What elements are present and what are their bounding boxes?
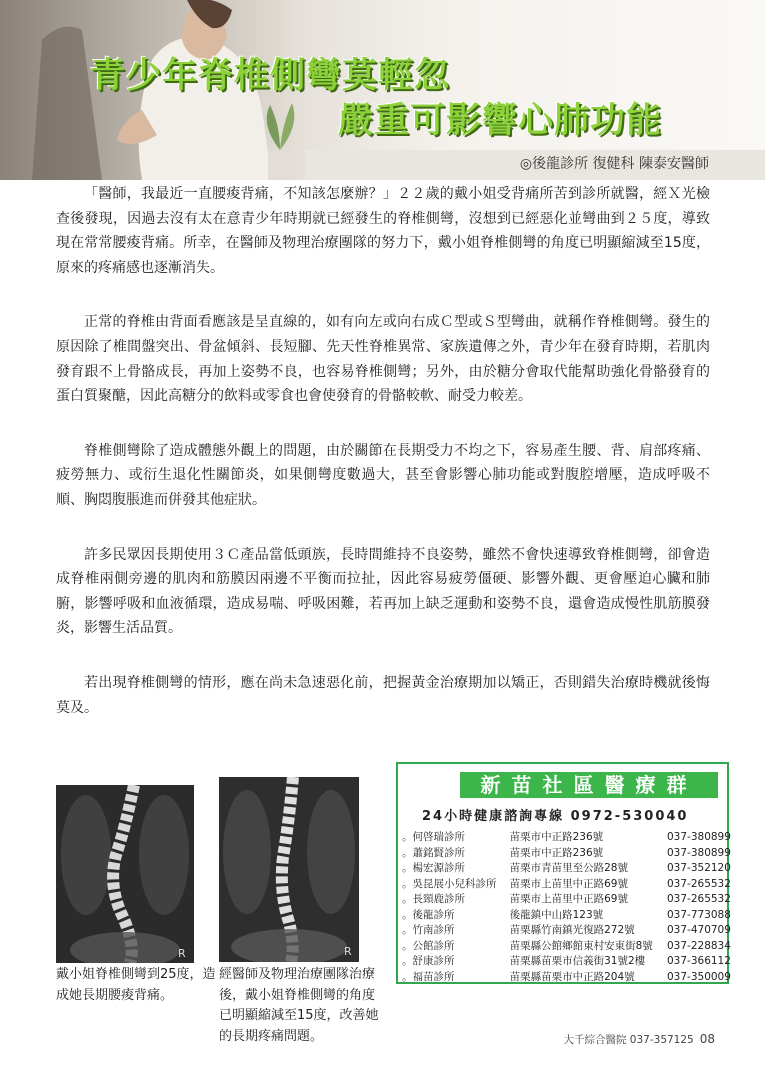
xray-marker: R xyxy=(344,945,352,958)
clinic-name-text: 竹南診所 xyxy=(412,924,455,936)
clinic-address: 苗栗市青苗里至公路28號 xyxy=(509,862,628,874)
xray-before-image xyxy=(56,785,194,963)
clinic-name-text: 吳昆展小兒科診所 xyxy=(412,877,497,890)
clinic-phone: 037-265532 xyxy=(667,877,731,890)
clinic-row xyxy=(402,846,731,862)
page-footer xyxy=(563,1032,715,1047)
clinic-row xyxy=(402,970,731,986)
clinic-phone: 037-380899 xyxy=(667,846,731,859)
clinic-name xyxy=(402,939,510,955)
clinic-name xyxy=(402,954,510,970)
clinic-row xyxy=(402,939,731,955)
clinic-phone: 037-366112 xyxy=(667,955,731,967)
article-body xyxy=(56,182,710,750)
bullet-icon: 。 xyxy=(402,862,413,874)
clinic-address: 後龍鎮中山路123號 xyxy=(509,908,604,921)
bullet-icon: 。 xyxy=(402,893,413,905)
paragraph: 許多民眾因長期使用３Ｃ產品當低頭族，長時間維持不良姿勢，雖然不會快速導致脊椎側彎，卻會造成脊椎兩側旁邊的肌肉和筋膜因兩邊不平衡而拉扯，因此容易疲勞僵硬、影響外觀、更會壓迫心臟和肺腑，影響呼吸和血液循環，造成易喘、呼吸困難，若再加上缺乏運動和姿勢不良，還會造成慢性肌筋膜發炎，影響生活品質。 xyxy=(56,546,710,637)
page-number: 08 xyxy=(699,1032,715,1046)
clinic-row xyxy=(402,892,731,908)
clinic-name xyxy=(402,846,510,862)
bullet-icon: 。 xyxy=(402,877,413,890)
clinic-name-text: 蕭銘賢診所 xyxy=(412,846,465,859)
clinic-name xyxy=(402,970,510,986)
clinic-name-text: 楊宏源診所 xyxy=(412,862,465,874)
paragraph: 「醫師，我最近一直腰痠背痛，不知該怎麼辦？」２２歲的戴小姐受背痛所苦到診所就醫，經Ｘ光檢查後發現，因過去沒有太在意青少年時期就已經發生的脊椎側彎，沒想到已經惡化並彎曲到２５度，導致現在常常腰痠背痛。所幸，在醫師及物理治療團隊的努力下，戴小姐脊椎側彎的角度已明顯縮減至15度，原來的疼痛感也逐漸消失。 xyxy=(56,186,710,276)
clinic-row xyxy=(402,923,731,939)
headline-line-1: 青少年脊椎側彎莫輕忽 xyxy=(90,56,451,96)
clinic-address: 苗栗市中正路236號 xyxy=(509,846,604,859)
bullet-icon: 。 xyxy=(402,908,413,921)
hotline-text: 24小時健康諮詢專線 0972-530040 xyxy=(422,809,689,824)
clinic-row xyxy=(402,954,731,970)
clinic-network-box xyxy=(396,762,729,984)
clinic-address: 苗栗市上苗里中正路69號 xyxy=(509,893,628,905)
bullet-icon: 。 xyxy=(402,955,413,967)
author-byline: ◎後龍診所 復健科 陳泰安醫師 xyxy=(519,156,709,172)
clinic-address: 苗栗縣苗栗市信義街31號2樓 xyxy=(509,955,646,967)
xray-after-image xyxy=(219,777,359,962)
clinic-row xyxy=(402,830,731,846)
clinic-address: 苗栗縣竹南鎮光復路272號 xyxy=(509,924,635,936)
clinic-name xyxy=(402,923,510,939)
clinic-phone: 037-380899 xyxy=(667,831,731,843)
bullet-icon: 。 xyxy=(402,939,413,952)
bullet-icon: 。 xyxy=(402,970,413,983)
paragraph: 若出現脊椎側彎的情形，應在尚未急速惡化前，把握黃金治療期加以矯正，否則錯失治療時機就後悔莫及。 xyxy=(56,674,710,716)
xray-marker: R xyxy=(178,947,186,960)
clinic-name-text: 公館診所 xyxy=(412,939,455,952)
clinic-name-text: 福苗診所 xyxy=(412,970,455,983)
paragraph: 正常的脊椎由背面看應該是呈直線的，如有向左或向右成Ｃ型或Ｓ型彎曲，就稱作脊椎側彎。發生的原因除了椎間盤突出、骨盆傾斜、長短腳、先天性脊椎異常、家族遺傳之外，青少年在發育時期，若肌肉發育跟不上骨骼成長，再加上姿勢不良，也容易脊椎側彎；另外，由於糖分會取代能幫助強化骨骼發育的蛋白質聚醣，因此高糖分的飲料或零食也會使發育的骨骼較軟、耐受力較差。 xyxy=(56,314,710,405)
clinic-name xyxy=(402,892,510,908)
headline-line-2: 嚴重可影響心肺功能 xyxy=(338,101,663,141)
clinic-name-text: 舒康診所 xyxy=(412,955,455,967)
paragraph: 脊椎側彎除了造成體態外觀上的問題，由於關節在長期受力不均之下，容易產生腰、背、肩部疼痛、疲勞無力、或衍生退化性關節炎，如果側彎度數過大，甚至會影響心肺功能或對腹腔增壓，造成呼吸不順、胸悶腹脹進而併發其他症狀。 xyxy=(56,442,710,508)
clinic-name xyxy=(402,908,510,924)
clinic-name-text: 長頸鹿診所 xyxy=(412,893,465,905)
clinic-phone: 037-352120 xyxy=(667,862,731,874)
clinic-network-title: 新苗社區醫療群 xyxy=(460,772,718,798)
clinic-phone: 037-773088 xyxy=(667,908,731,921)
caption-after: 經醫師及物理治療團隊治療後，戴小姐脊椎側彎的角度已明顯縮減至15度，改善她的長期疼痛問題。 xyxy=(219,967,379,1044)
clinic-name xyxy=(402,830,510,846)
clinic-name xyxy=(402,861,510,877)
bullet-icon: 。 xyxy=(402,831,413,843)
clinic-phone: 037-470709 xyxy=(667,924,731,936)
clinic-name-text: 後龍診所 xyxy=(412,908,455,921)
clinic-phone: 037-350009 xyxy=(667,970,731,983)
clinic-address: 苗栗市上苗里中正路69號 xyxy=(509,877,628,890)
clinic-list xyxy=(402,830,731,985)
caption-before: 戴小姐脊椎側彎到25度，造成她長期腰痠背痛。 xyxy=(56,967,216,1003)
clinic-phone: 037-228834 xyxy=(667,939,731,952)
clinic-address: 苗栗縣苗栗市中正路204號 xyxy=(509,970,635,983)
clinic-address: 苗栗市中正路236號 xyxy=(509,831,604,843)
clinic-row xyxy=(402,861,731,877)
clinic-row xyxy=(402,908,731,924)
hospital-info: 大千綜合醫院 037-357125 xyxy=(563,1034,694,1046)
clinic-address: 苗栗縣公館鄉館東村安東街8號 xyxy=(509,939,653,952)
plant-illustration xyxy=(250,95,310,180)
clinic-phone: 037-265532 xyxy=(667,893,731,905)
bullet-icon: 。 xyxy=(402,924,413,936)
clinic-name-text: 何啓瑞診所 xyxy=(412,831,465,843)
clinic-row xyxy=(402,877,731,893)
clinic-name xyxy=(402,877,510,893)
bullet-icon: 。 xyxy=(402,846,413,859)
